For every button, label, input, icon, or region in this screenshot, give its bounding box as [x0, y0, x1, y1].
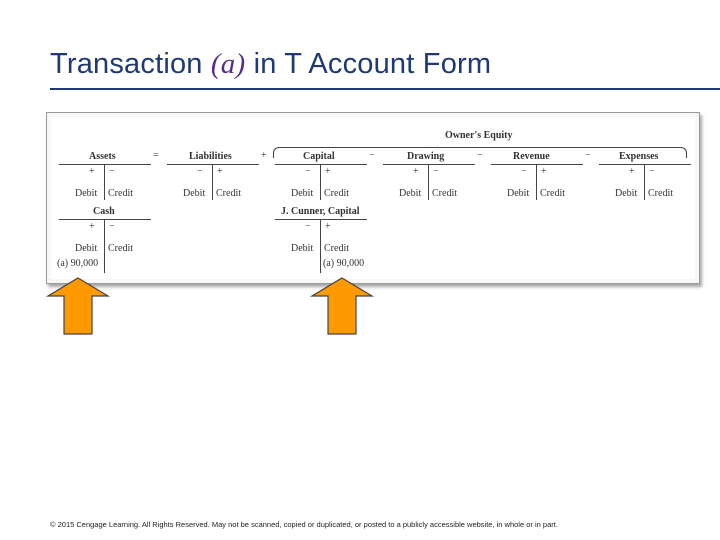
drawing-debit: Debit — [399, 188, 422, 199]
cash-t-top — [59, 219, 151, 220]
assets-minus: − — [109, 166, 115, 177]
minus-operator-2: − — [477, 150, 483, 161]
drawing-credit: Credit — [432, 188, 457, 199]
jcunner-credit: Credit — [324, 243, 349, 254]
liabilities-t-stem — [212, 164, 213, 200]
jcunner-capital-title: J. Cunner, Capital — [281, 206, 360, 217]
jcunner-t-stem — [320, 219, 321, 273]
capital-credit: Credit — [324, 188, 349, 199]
expenses-title: Expenses — [619, 151, 659, 162]
capital-title: Capital — [303, 151, 335, 162]
jcunner-entry-a: (a) 90,000 — [323, 258, 365, 269]
cash-t-stem — [104, 219, 105, 273]
revenue-minus: − — [521, 166, 527, 177]
title-transaction-label: (a) — [210, 48, 246, 80]
capital-t-stem — [320, 164, 321, 200]
liabilities-credit: Credit — [216, 188, 241, 199]
drawing-title: Drawing — [407, 151, 445, 162]
capital-minus: − — [305, 166, 311, 177]
expenses-t-stem — [644, 164, 645, 200]
liabilities-debit: Debit — [183, 188, 206, 199]
cash-title: Cash — [93, 206, 115, 217]
revenue-title: Revenue — [513, 151, 550, 162]
expenses-plus: + — [629, 166, 635, 177]
assets-t-stem — [104, 164, 105, 200]
cash-plus: + — [89, 221, 95, 232]
drawing-t-top — [383, 164, 475, 165]
plus-operator: + — [261, 150, 267, 161]
cash-minus: − — [109, 221, 115, 232]
copyright-footer: © 2015 Cengage Learning. All Rights Reserved. May not be scanned, copied or duplicated, or posted to a publicly accessible website, in whole or in part. — [50, 520, 558, 529]
assets-credit: Credit — [108, 188, 133, 199]
drawing-t-stem — [428, 164, 429, 200]
drawing-plus: + — [413, 166, 419, 177]
expenses-t-top — [599, 164, 691, 165]
assets-title: Assets — [89, 151, 116, 162]
capital-debit: Debit — [291, 188, 314, 199]
liabilities-minus: − — [197, 166, 203, 177]
revenue-credit: Credit — [540, 188, 565, 199]
figure-canvas — [51, 117, 695, 279]
equals-operator: = — [153, 150, 159, 161]
jcunner-t-top — [275, 219, 367, 220]
expenses-credit: Credit — [648, 188, 673, 199]
minus-operator-3: − — [585, 150, 591, 161]
assets-plus: + — [89, 166, 95, 177]
assets-debit: Debit — [75, 188, 98, 199]
title-suffix: in T Account Form — [245, 48, 492, 80]
t-account-figure — [46, 112, 700, 284]
jcunner-debit: Debit — [291, 243, 314, 254]
liabilities-title: Liabilities — [189, 151, 232, 162]
revenue-debit: Debit — [507, 188, 530, 199]
up-arrow-icon — [310, 276, 374, 336]
liabilities-plus: + — [217, 166, 223, 177]
cash-entry-a: (a) 90,000 — [57, 258, 99, 269]
capital-t-top — [275, 164, 367, 165]
revenue-plus: + — [541, 166, 547, 177]
jcunner-plus: + — [325, 221, 331, 232]
slide-title — [50, 48, 491, 81]
cash-debit: Debit — [75, 243, 98, 254]
cash-credit: Credit — [108, 243, 133, 254]
up-arrow-icon — [46, 276, 110, 336]
assets-t-top — [59, 164, 151, 165]
title-underline — [50, 88, 720, 90]
expenses-debit: Debit — [615, 188, 638, 199]
expenses-minus: − — [649, 166, 655, 177]
drawing-minus: − — [433, 166, 439, 177]
revenue-t-stem — [536, 164, 537, 200]
title-prefix: Transaction — [50, 48, 211, 80]
jcunner-minus: − — [305, 221, 311, 232]
capital-plus: + — [325, 166, 331, 177]
liabilities-t-top — [167, 164, 259, 165]
minus-operator-1: − — [369, 150, 375, 161]
owners-equity-label: Owner's Equity — [445, 130, 513, 141]
revenue-t-top — [491, 164, 583, 165]
